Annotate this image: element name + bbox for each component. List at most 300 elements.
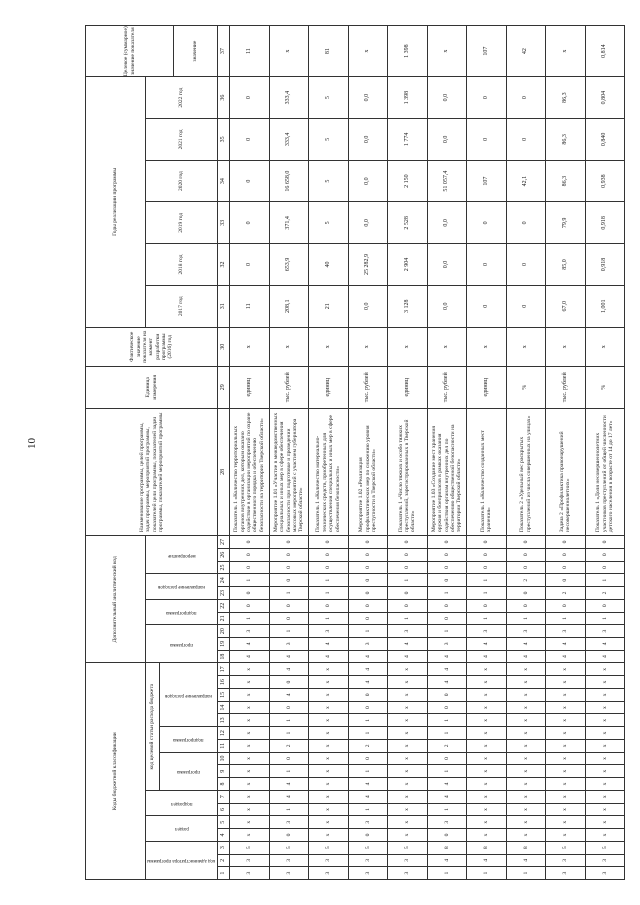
code-cell: 3 — [546, 867, 586, 880]
code-cell: 0 — [309, 599, 349, 612]
code-cell: 3 — [585, 867, 625, 880]
row-year-value: 25 282,9 — [348, 244, 388, 286]
code-cell: 0 — [348, 701, 388, 714]
code-cell: x — [388, 714, 428, 727]
row-final-value: x — [348, 26, 388, 77]
code-cell: 0 — [506, 587, 546, 600]
code-cell: 0 — [388, 599, 428, 612]
column-number: 32 — [218, 244, 230, 286]
column-number: 22 — [218, 599, 230, 612]
code-cell: 0 — [506, 536, 546, 549]
code-cell: x — [467, 701, 507, 714]
code-cell: x — [506, 816, 546, 829]
row-year-value: 0 — [230, 160, 270, 202]
code-cell: x — [467, 790, 507, 803]
code-cell: x — [546, 790, 586, 803]
code-cell: 3 — [585, 625, 625, 638]
code-cell: x — [546, 663, 586, 676]
code-cell: x — [467, 765, 507, 778]
code-cell: x — [506, 663, 546, 676]
row-year-value: 86,3 — [546, 119, 586, 161]
code-cell: 4 — [348, 650, 388, 663]
code-cell: x — [388, 701, 428, 714]
code-cell: 3 — [388, 854, 428, 867]
row-year-value: 0,0 — [348, 202, 388, 244]
column-number: 11 — [218, 739, 230, 752]
code-cell: 4 — [269, 663, 309, 676]
code-cell: 0 — [309, 548, 349, 561]
code-cell: x — [467, 752, 507, 765]
program-col-header: программа — [160, 752, 218, 790]
direction-code-header: направление расходов — [146, 574, 218, 599]
code-cell: 0 — [546, 548, 586, 561]
code-cell: 0 — [427, 829, 467, 842]
code-cell: 8 — [467, 841, 507, 854]
code-cell: x — [388, 790, 428, 803]
year-header-0: 2017 год — [146, 285, 218, 327]
code-cell: 1 — [427, 587, 467, 600]
code-cell: x — [585, 701, 625, 714]
code-cell: 1 — [269, 587, 309, 600]
code-cell: 0 — [348, 561, 388, 574]
code-cell: x — [467, 739, 507, 752]
row-unit: тыс. рублей — [348, 366, 388, 408]
code-cell: 1 — [348, 625, 388, 638]
column-number: 2 — [218, 854, 230, 867]
code-cell: 4 — [269, 790, 309, 803]
code-cell: 0 — [467, 561, 507, 574]
row-year-value: 333,4 — [269, 119, 309, 161]
code-cell: x — [546, 727, 586, 740]
code-cell: 1 — [309, 574, 349, 587]
code-cell: 1 — [506, 867, 546, 880]
row-final-value: 0,814 — [585, 26, 625, 77]
code-cell: 1 — [309, 587, 349, 600]
row-fact-value: x — [230, 327, 270, 366]
row-year-value: 0 — [230, 202, 270, 244]
code-cell: x — [506, 714, 546, 727]
code-cell: 1 — [585, 574, 625, 587]
code-cell: x — [506, 701, 546, 714]
code-cell: 0 — [467, 536, 507, 549]
code-cell: 0 — [309, 561, 349, 574]
code-cell: x — [585, 765, 625, 778]
table-row — [427, 26, 467, 880]
code-cell: 4 — [427, 790, 467, 803]
code-cell: x — [546, 778, 586, 791]
section-header: раздел — [146, 816, 218, 841]
code-cell: x — [585, 727, 625, 740]
code-cell: x — [309, 829, 349, 842]
code-cell: 1 — [269, 803, 309, 816]
column-number: 3 — [218, 841, 230, 854]
code-cell: x — [230, 739, 270, 752]
row-final-value: 42 — [506, 26, 546, 77]
row-year-value: 0,0 — [348, 160, 388, 202]
code-cell: x — [388, 688, 428, 701]
code-cell: x — [309, 778, 349, 791]
row-year-value: 107 — [467, 160, 507, 202]
row-fact-value: x — [585, 327, 625, 366]
row-fact-value: x — [388, 327, 428, 366]
final-value-header: Целевое (суммарное) значение показателя — [86, 26, 174, 77]
code-cell: 4 — [546, 650, 586, 663]
code-cell: 1 — [427, 625, 467, 638]
year-header-4: 2021 год — [146, 119, 218, 161]
code-cell: x — [546, 752, 586, 765]
code-cell: 1 — [388, 612, 428, 625]
value-header: значение — [174, 26, 218, 77]
row-year-value: 3 128 — [388, 285, 428, 327]
code-cell: x — [467, 714, 507, 727]
code-cell: 0 — [585, 548, 625, 561]
code-cell: x — [467, 816, 507, 829]
code-cell: 3 — [348, 638, 388, 651]
code-cell: 0 — [427, 561, 467, 574]
code-cell: 3 — [269, 638, 309, 651]
code-cell: 0 — [427, 574, 467, 587]
code-cell: x — [230, 676, 270, 689]
row-year-value: 67,0 — [546, 285, 586, 327]
code-cell: 1 — [309, 612, 349, 625]
code-cell: 3 — [230, 625, 270, 638]
code-cell: 0 — [230, 536, 270, 549]
code-cell: x — [467, 663, 507, 676]
code-cell: 1 — [427, 727, 467, 740]
code-cell: x — [585, 676, 625, 689]
fact-value-header: Фактическое значение показателя на момент разработки программы (2016) год — [86, 327, 218, 366]
code-cell: 0 — [269, 561, 309, 574]
code-cell: 0 — [230, 599, 270, 612]
row-fact-value: x — [269, 327, 309, 366]
code-cell: 3 — [585, 854, 625, 867]
column-number: 21 — [218, 612, 230, 625]
code-cell: 4 — [348, 790, 388, 803]
code-cell: 1 — [230, 612, 270, 625]
row-year-value: 0 — [506, 244, 546, 286]
code-cell: 1 — [388, 574, 428, 587]
year-header-2: 2019 год — [146, 202, 218, 244]
code-cell: 4 — [348, 676, 388, 689]
code-cell: x — [230, 765, 270, 778]
admin-code-header: код администратора программы — [146, 841, 218, 879]
code-cell: 3 — [388, 867, 428, 880]
code-cell: x — [388, 765, 428, 778]
row-year-value: 0 — [506, 119, 546, 161]
row-year-value: 79,9 — [546, 202, 586, 244]
row-year-value: 208,1 — [269, 285, 309, 327]
code-cell: x — [546, 714, 586, 727]
code-cell: x — [467, 727, 507, 740]
code-cell: x — [585, 790, 625, 803]
code-cell: 1 — [427, 714, 467, 727]
row-year-value: 85,0 — [546, 244, 586, 286]
code-cell: 0 — [467, 548, 507, 561]
years-header: Годы реализации программы — [86, 77, 146, 327]
row-year-value: 51 057,4 — [427, 160, 467, 202]
code-cell: 3 — [546, 625, 586, 638]
column-number: 9 — [218, 765, 230, 778]
code-cell: 0 — [269, 548, 309, 561]
code-cell: 1 — [269, 714, 309, 727]
subprogram-code-header: подпрограмма — [146, 599, 218, 624]
code-cell: 4 — [309, 650, 349, 663]
document-sheet — [85, 25, 625, 880]
code-cell: x — [309, 663, 349, 676]
program-name-header: Наименование программы, целей программы, задач программы, мероприятий программы, показателей цели программы, показателей задач программы, показателей мероприятий программы — [86, 408, 218, 535]
row-year-value: 0,0 — [348, 77, 388, 119]
code-cell: 5 — [309, 841, 349, 854]
code-cell: 4 — [348, 663, 388, 676]
row-year-value: 0 — [467, 244, 507, 286]
code-cell: 4 — [427, 778, 467, 791]
row-year-value: 0 — [467, 285, 507, 327]
code-cell: x — [585, 714, 625, 727]
code-cell: x — [230, 688, 270, 701]
code-cell: 1 — [348, 803, 388, 816]
code-cell: 1 — [269, 765, 309, 778]
table-row — [506, 26, 546, 880]
row-year-value: 40 — [309, 244, 349, 286]
code-cell: x — [546, 829, 586, 842]
subprogram-col-header: подпрограмма — [160, 727, 218, 752]
code-cell: 4 — [348, 778, 388, 791]
column-number: 33 — [218, 202, 230, 244]
code-cell: x — [546, 688, 586, 701]
target-article-header: код целевой статьи расхода бюджета — [146, 663, 160, 790]
code-cell: 0 — [230, 548, 270, 561]
code-cell: 0 — [585, 561, 625, 574]
row-name: Показатель 1 «Количество материально-технических средств, приобретенных для осуществления специальных и иных мер в сфере обеспечения безопасности» — [309, 408, 349, 535]
row-name: Показатель 1 «Доля несовершеннолетних участников преступлений от общей численности детского населения в возрасте от 14 до 17 лет» — [585, 408, 625, 535]
row-fact-value: x — [506, 327, 546, 366]
code-cell: 3 — [269, 867, 309, 880]
row-name: Мероприятие 1.02 «Реализация профилактических мер по снижению уровня преступности в Тверской области» — [348, 408, 388, 535]
column-number: 23 — [218, 587, 230, 600]
code-cell: 0 — [348, 688, 388, 701]
code-cell: 4 — [585, 650, 625, 663]
code-cell: 0 — [427, 752, 467, 765]
column-number: 24 — [218, 574, 230, 587]
row-name: Задача 2 «Профилактика правонарушений несовершеннолетних» — [546, 408, 586, 535]
code-cell: 0 — [230, 587, 270, 600]
row-year-value: 1 398 — [388, 77, 428, 119]
code-cell: x — [309, 816, 349, 829]
code-cell: 3 — [506, 625, 546, 638]
column-number: 15 — [218, 688, 230, 701]
code-cell: 5 — [348, 841, 388, 854]
code-cell: 3 — [309, 625, 349, 638]
code-cell: 4 — [506, 650, 546, 663]
table-row — [230, 26, 270, 880]
code-cell: 3 — [309, 867, 349, 880]
code-cell: x — [506, 727, 546, 740]
code-cell: x — [467, 778, 507, 791]
row-final-value: x — [427, 26, 467, 77]
row-unit: единиц — [388, 366, 428, 408]
code-cell: 1 — [230, 574, 270, 587]
row-year-value: 0,938 — [585, 160, 625, 202]
code-cell: 4 — [427, 650, 467, 663]
code-cell: x — [585, 829, 625, 842]
code-cell: 3 — [269, 854, 309, 867]
code-cell: 0 — [427, 536, 467, 549]
code-cell: x — [230, 663, 270, 676]
code-cell: 2 — [546, 587, 586, 600]
row-year-value: 21 — [309, 285, 349, 327]
code-cell: x — [230, 701, 270, 714]
code-cell: 0 — [427, 548, 467, 561]
code-cell: 1 — [585, 612, 625, 625]
code-cell: 5 — [546, 841, 586, 854]
code-cell: 1 — [427, 867, 467, 880]
code-cell: 4 — [506, 854, 546, 867]
code-cell: 0 — [269, 536, 309, 549]
row-year-value: 0,0 — [427, 77, 467, 119]
code-cell: 1 — [348, 727, 388, 740]
table-row — [546, 26, 586, 880]
code-cell: 0 — [269, 752, 309, 765]
code-cell: 0 — [546, 599, 586, 612]
column-number: 35 — [218, 119, 230, 161]
row-year-value: 0,0 — [348, 285, 388, 327]
code-cell: 3 — [388, 625, 428, 638]
code-cell: x — [546, 676, 586, 689]
code-cell: 4 — [585, 638, 625, 651]
code-cell: 2 — [585, 587, 625, 600]
code-cell: x — [230, 727, 270, 740]
code-cell: 1 — [269, 625, 309, 638]
code-cell: 1 — [348, 714, 388, 727]
code-cell: x — [467, 803, 507, 816]
column-number: 26 — [218, 548, 230, 561]
row-unit: единиц — [230, 366, 270, 408]
code-cell: 4 — [388, 650, 428, 663]
row-name: Показатель 1 «Количество созданных мест хранения» — [467, 408, 507, 535]
row-year-value: 0,0 — [427, 202, 467, 244]
code-cell: x — [309, 790, 349, 803]
code-cell: 3 — [348, 867, 388, 880]
code-cell: 0 — [269, 676, 309, 689]
row-year-value: 0,804 — [585, 77, 625, 119]
code-cell: 4 — [269, 650, 309, 663]
row-year-value: 0 — [230, 77, 270, 119]
row-unit: % — [506, 366, 546, 408]
code-cell: x — [230, 803, 270, 816]
code-cell: 0 — [269, 599, 309, 612]
code-cell: x — [309, 676, 349, 689]
row-year-value: 0 — [467, 119, 507, 161]
code-cell: x — [230, 816, 270, 829]
code-cell: 0 — [546, 561, 586, 574]
row-final-value: 1 398 — [388, 26, 428, 77]
code-cell: 4 — [467, 638, 507, 651]
year-header-1: 2018 год — [146, 244, 218, 286]
code-cell: 4 — [467, 650, 507, 663]
code-cell: 3 — [546, 854, 586, 867]
code-cell: x — [230, 752, 270, 765]
code-cell: 0 — [388, 587, 428, 600]
code-cell: x — [585, 816, 625, 829]
row-year-value: 11 — [230, 285, 270, 327]
column-number-row — [218, 26, 230, 880]
row-fact-value: x — [427, 327, 467, 366]
code-cell: 0 — [506, 561, 546, 574]
code-cell: 5 — [269, 841, 309, 854]
row-year-value: 0,0 — [427, 244, 467, 286]
row-name: Показатель 2 «Удельный вес раскрытых преступлений из числа совершенных на улицах» — [506, 408, 546, 535]
code-cell: x — [309, 765, 349, 778]
code-cell: x — [388, 816, 428, 829]
row-name: Показатель 1 «Количество территориальных органов внутренних дел, которым оказано содействие в организации мероприятий по охране общественного порядка и обеспечению безопасности на территории Тверской области» — [230, 408, 270, 535]
row-year-value: 86,3 — [546, 77, 586, 119]
code-cell: 0 — [269, 574, 309, 587]
code-cell: 0 — [348, 548, 388, 561]
code-cell: 5 — [585, 841, 625, 854]
code-cell: 4 — [427, 676, 467, 689]
code-cell: x — [309, 752, 349, 765]
code-cell: x — [388, 829, 428, 842]
row-year-value: 0 — [506, 202, 546, 244]
row-unit: единиц — [467, 366, 507, 408]
code-cell: 2 — [348, 739, 388, 752]
code-cell: 4 — [230, 650, 270, 663]
column-number: 4 — [218, 829, 230, 842]
code-cell: x — [230, 778, 270, 791]
budget-codes-header: Коды бюджетной классификации — [86, 663, 146, 880]
column-number: 10 — [218, 752, 230, 765]
table-body — [230, 26, 625, 880]
row-year-value: 0,0 — [348, 119, 388, 161]
column-number: 12 — [218, 727, 230, 740]
code-cell: 1 — [467, 587, 507, 600]
code-cell: 0 — [546, 536, 586, 549]
row-final-value: 81 — [309, 26, 349, 77]
code-cell: 2 — [506, 574, 546, 587]
column-number: 8 — [218, 778, 230, 791]
column-number: 25 — [218, 561, 230, 574]
code-cell: x — [506, 790, 546, 803]
code-cell: 1 — [467, 612, 507, 625]
row-year-value: 653,9 — [269, 244, 309, 286]
code-cell: x — [309, 714, 349, 727]
row-year-value: 0 — [467, 77, 507, 119]
row-year-value: 371,4 — [269, 202, 309, 244]
row-year-value: 333,4 — [269, 77, 309, 119]
column-number: 13 — [218, 714, 230, 727]
code-cell: x — [230, 714, 270, 727]
code-cell: 0 — [388, 536, 428, 549]
code-cell: 0 — [348, 587, 388, 600]
row-fact-value: x — [546, 327, 586, 366]
column-number: 20 — [218, 625, 230, 638]
column-number: 16 — [218, 676, 230, 689]
table-row — [309, 26, 349, 880]
column-number: 6 — [218, 803, 230, 816]
code-cell: 4 — [230, 638, 270, 651]
column-number: 17 — [218, 663, 230, 676]
code-cell: 4 — [269, 688, 309, 701]
code-cell: 1 — [269, 727, 309, 740]
code-cell: 0 — [348, 612, 388, 625]
table-row — [269, 26, 309, 880]
code-cell: x — [309, 803, 349, 816]
code-cell: 3 — [348, 816, 388, 829]
code-cell: x — [506, 676, 546, 689]
code-cell: x — [309, 688, 349, 701]
row-year-value: 2 904 — [388, 244, 428, 286]
column-number: 34 — [218, 160, 230, 202]
